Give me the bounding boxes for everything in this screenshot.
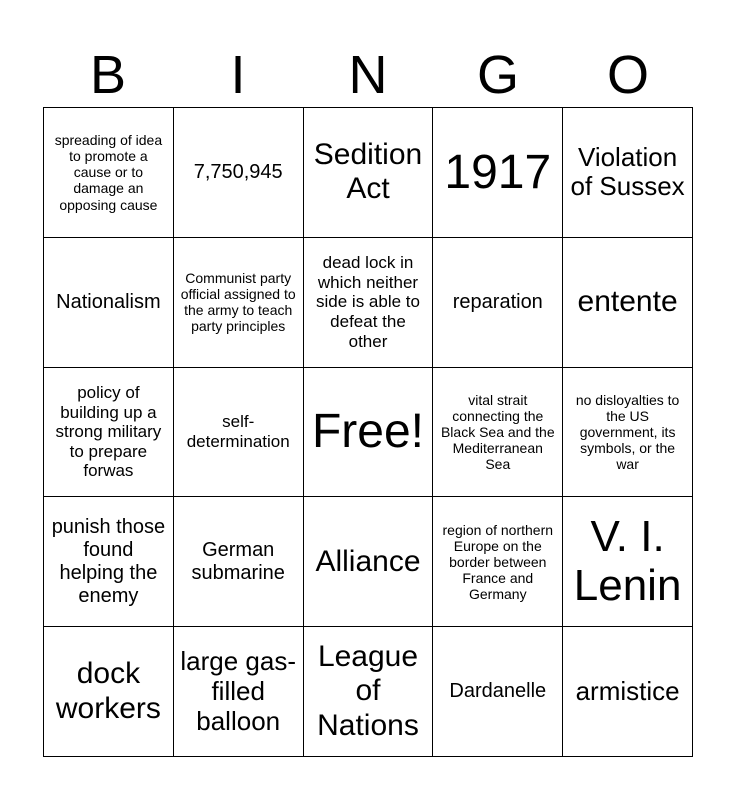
bingo-cell[interactable]: 7,750,945 [174, 108, 304, 238]
bingo-header [43, 44, 693, 106]
bingo-cell[interactable]: Alliance [304, 497, 434, 627]
bingo-cell[interactable]: Sedition Act [304, 108, 434, 238]
bingo-cell[interactable]: region of northern Europe on the border between France and Germany [433, 497, 563, 627]
bingo-grid [43, 107, 693, 757]
bingo-cell[interactable]: League of Nations [304, 627, 434, 757]
bingo-cell[interactable]: no disloyalties to the US government, its symbols, or the war [563, 368, 693, 498]
header-letter-b: B [89, 45, 127, 105]
bingo-cell[interactable]: dead lock in which neither side is able to defeat the other [304, 238, 434, 368]
bingo-cell[interactable]: vital strait connecting the Black Sea and the Mediterranean Sea [433, 368, 563, 498]
free-space-cell[interactable]: Free! [304, 368, 434, 498]
header-letter-o: O [606, 45, 649, 105]
bingo-cell[interactable]: large gas-filled balloon [174, 627, 304, 757]
bingo-cell[interactable]: German submarine [174, 497, 304, 627]
bingo-cell[interactable]: armistice [563, 627, 693, 757]
bingo-cell[interactable]: entente [563, 238, 693, 368]
header-letter-g: G [476, 45, 519, 105]
bingo-cell[interactable]: spreading of idea to promote a cause or to damage an opposing cause [44, 108, 174, 238]
bingo-cell[interactable]: Nationalism [44, 238, 174, 368]
bingo-cell[interactable]: self-determination [174, 368, 304, 498]
bingo-cell[interactable]: 1917 [433, 108, 563, 238]
bingo-cell[interactable]: Communist party official assigned to the army to teach party principles [174, 238, 304, 368]
bingo-cell[interactable]: policy of building up a strong military to prepare forwas [44, 368, 174, 498]
bingo-cell[interactable]: punish those found helping the enemy [44, 497, 174, 627]
bingo-cell[interactable]: Dardanelle [433, 627, 563, 757]
bingo-cell[interactable]: Violation of Sussex [563, 108, 693, 238]
bingo-cell[interactable]: V. I. Lenin [563, 497, 693, 627]
bingo-cell[interactable]: dock workers [44, 627, 174, 757]
bingo-cell[interactable]: reparation [433, 238, 563, 368]
header-letter-n: N [348, 45, 388, 105]
header-letter-i: I [230, 45, 246, 105]
